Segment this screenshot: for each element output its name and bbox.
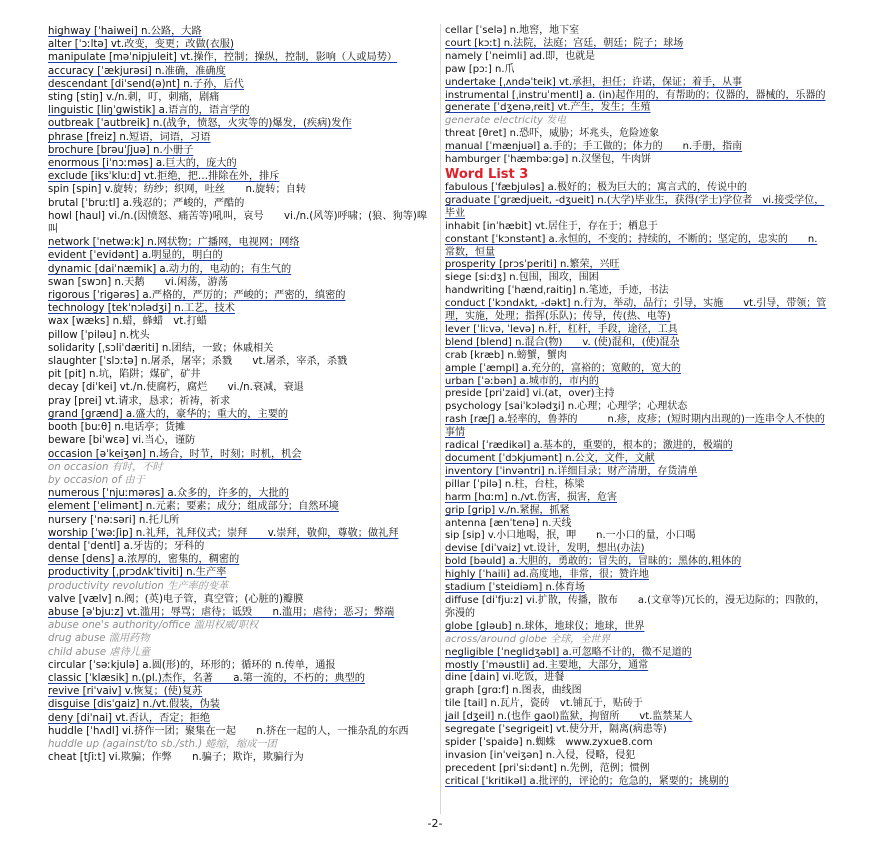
vocab-entry: conduct [ˈkɔndʌkt, -dəkt] n.行为，举动，品行；引导，实施 vt.引导，带领；管理，实施，处理；指挥(乐队)；传导，传(热、电等) — [445, 298, 827, 323]
vocab-entry: namely [ˈneimli] ad.即，也就是 — [445, 50, 596, 62]
vocab-entry: jail [dʒeil] n.(也作 gaol)监狱，拘留所 vt.监禁某人 — [445, 711, 693, 723]
vocab-entry: occasion [əˈkeiʒən] n.场合，时节，时刻；时机，机会 — [48, 448, 302, 460]
vocab-entry: spider [ˈspaidə] n.蜘蛛 www.zyxue8.com — [445, 736, 653, 748]
vocab-entry: linguistic [liŋˈgwistik] a.语言的，语言学的 — [48, 105, 250, 117]
left-column — [48, 25, 430, 764]
vocab-entry: mostly [ˈməustli] ad.主要地，大部分，通常 — [445, 659, 649, 671]
vocab-entry: tile [tail] n.瓦片，瓷砖 vt.铺瓦于，贴砖于 — [445, 698, 643, 710]
vocab-entry: segregate [ˈsegrigeit] vt.使分开，隔离(病患等) — [445, 724, 667, 736]
vocab-entry: abuse [əˈbjuːz] vt.滥用；辱骂；虐待；诋毁 n.滥用；虐待；恶习；弊端 — [48, 606, 395, 618]
word-list-heading: Word List 3 — [445, 166, 529, 182]
vocab-entry: document [ˈdɔkjumənt] n.公文，文件，文献 — [445, 453, 655, 464]
vocab-entry: deny [diˈnai] vt.否认，否定；拒绝 — [48, 712, 211, 724]
phrase-example: across/around globe 全球，全世界 — [445, 633, 611, 645]
vocab-entry: radical [ˈrædikəl] a.基本的，重要的，根本的；激进的，极端的 — [445, 440, 733, 452]
vocab-entry: pillow [ˈpiləu] n.枕头 — [48, 329, 150, 341]
vocab-entry: beware [biˈwεə] vi.当心，谨防 — [48, 435, 196, 447]
phrase-example: drug abuse 滥用药物 — [48, 633, 150, 645]
phrase-example: on occasion 有时，不时 — [48, 461, 163, 473]
vocab-entry: numerous [ˈnjuːmərəs] a.众多的，许多的，大批的 — [48, 488, 289, 500]
vocab-entry: howl [haul] vi./n.(因愤怒、痛苦等)吼叫，哀号 vi./n.(风等)呼啸；(狼、狗等)嗥叫 — [48, 210, 428, 236]
phrase-example: huddle up (against/to sb./sth.) 蜷缩，缩成一团 — [48, 738, 277, 750]
vocab-entry: network [ˈnetwəːk] n.网状物；广播网，电视网；网络 — [48, 237, 300, 249]
vocab-entry: cellar [ˈselə] n.地窖，地下室 — [445, 25, 580, 36]
vocab-entry: accuracy [ˈækjurəsi] n.准确，准确度 — [48, 65, 226, 77]
vocab-entry: court [kɔːt] n.法院，法庭；宫廷，朝廷；院子；球场 — [445, 37, 684, 49]
vocab-entry: wax [wæks] n.蜡，蜂蜡 vt.打蜡 — [48, 316, 207, 328]
vocab-entry: graduate [ˈgrædjueit, -dʒueit] n.(大学)毕业生，获得(学士)学位者 vi.接受学位，毕业 — [445, 194, 825, 219]
vocab-entry: grand [grænd] a.盛大的，豪华的；重大的，主要的 — [48, 408, 289, 420]
page-number: -2- — [427, 817, 443, 830]
vocab-entry: threat [θret] n.恐吓，威胁；坏兆头，危险迹象 — [445, 128, 660, 140]
vocab-entry: critical [ˈkritikəl] a.批评的，评论的；危急的，紧要的；挑剔的 — [445, 775, 729, 787]
vocab-entry: slaughter [ˈslɔːtə] n.屠杀，屠宰；杀戮 vt.屠杀，宰杀，杀戮 — [48, 356, 348, 368]
vocab-entry: nursery [ˈnəːsəri] n.托儿所 — [48, 514, 180, 526]
vocab-entry: generate [ˈdʒenəˌreit] vt.产生，发生；生殖 — [445, 102, 651, 114]
vocab-entry: blend [blend] n.混合(物) v. (使)混和，(使)混杂 — [445, 336, 680, 348]
vocab-entry: antenna [ænˈtenə] n.天线 — [445, 517, 572, 529]
vocab-entry: constant [ˈkɔnstənt] a.永恒的，不变的；持续的，不断的；坚定的，忠实的 n.常数，恒量 — [445, 233, 818, 258]
vocab-entry: undertake [ˌʌndəˈteik] vt.承担，担任；许诺，保证；着手，从事 — [445, 76, 742, 88]
vocab-entry: cheat [tʃiːt] vi.欺骗；作弊 n.骗子；欺诈，欺骗行为 — [48, 752, 304, 764]
vocab-entry: grip [grip] v./n.紧握，抓紧 — [445, 504, 570, 516]
vocab-entry: psychology [saiˈkɔlədʒi] n.心理；心理学；心理状态 — [445, 401, 688, 413]
vocab-entry: swan [swɔn] n.天鹅 vi.闲荡，游荡 — [48, 276, 228, 288]
vocab-entry: evident [ˈevidənt] a.明显的，明白的 — [48, 250, 223, 262]
vocab-entry: dense [dens] a.浓厚的，密集的，稠密的 — [48, 554, 240, 566]
vocab-entry: highly [ˈhaili] ad.高度地，非常，很；赞许地 — [445, 569, 649, 581]
vocab-entry: disguise [disˈgaiz] n./vt.假装，伪装 — [48, 699, 220, 711]
vocab-entry: harm [hɑːm] n./vt.伤害，损害，危害 — [445, 491, 618, 503]
phrase-example: child abuse 虐待儿童 — [48, 646, 151, 658]
vocab-entry: booth [buːθ] n.电话亭；货摊 — [48, 422, 186, 434]
phrase-example: productivity revolution 生产率的变革 — [48, 580, 229, 592]
vocab-entry: instrumental [ˌinstruˈmentl] a. (in)起作用的，有帮助的；仪器的，器械的，乐器的 — [445, 89, 826, 101]
vocab-entry: solidarity [ˌsɔliˈdæriti] n.团结，一致；休戚相关 — [48, 342, 274, 354]
vocab-entry: dine [dain] vi.吃饭，进餐 — [445, 672, 565, 684]
vocab-entry: revive [riˈvaiv] v.恢复；(使)复苏 — [48, 686, 203, 698]
vocab-entry: lever [ˈliːvə, ˈlevə] n.杆，杠杆，手段，途径，工具 — [445, 323, 678, 335]
vocab-entry: rash [ræʃ] a.轻率的，鲁莽的 n.疹，皮疹；(短时期内出现的)一连串令人不快的事情 — [445, 414, 825, 439]
vocab-entry: dental [ˈdentl] a.牙齿的；牙科的 — [48, 540, 205, 552]
vocab-entry: exclude [iksˈkluːd] vt.拒绝，把…排除在外，排斥 — [48, 171, 280, 183]
phrase-example: by occasion of 由于 — [48, 474, 145, 486]
vocab-entry: phrase [freiz] n.短语，词语，习语 — [48, 131, 211, 143]
vocab-entry: stadium [ˈsteidiəm] n.体育场 — [445, 582, 585, 594]
vocab-entry: outbreak [ˈautbreik] n.(战争，愤怒，火灾等的)爆发，(疾病)发作 — [48, 118, 352, 130]
vocab-entry: preside [priˈzaid] vi.(at，over)主持 — [445, 388, 615, 400]
vocab-entry: bold [bəuld] a.大胆的，勇敢的；冒失的，冒昧的；黑体的,粗体的 — [445, 556, 742, 568]
vocab-entry: precedent [priˈsiːdənt] n.先例，范例；惯例 — [445, 762, 650, 774]
vocab-entry: paw [pɔː] n.爪 — [445, 63, 515, 75]
vocab-entry: sip [sip] v.小口地喝，抿，呷 n.一小口的量，小口喝 — [445, 530, 696, 542]
vocab-entry: alter [ˈɔːltə] vt.改变，变更；改做(衣服) — [48, 39, 234, 51]
phrase-example: generate electricity 发电 — [445, 115, 567, 127]
vocab-entry: circular [ˈsəːkjulə] a.圆(形)的，环形的；循环的 n.传单，通报 — [48, 659, 336, 671]
vocab-entry: pillar [ˈpilə] n.柱，台柱，栋梁 — [445, 478, 585, 490]
vocab-entry: huddle [ˈhʌdl] vi.挤作一团；聚集在一起 n.挤在一起的人，一推杂乱的东西 — [48, 725, 409, 737]
phrase-example: abuse one's authority/office 滥用权威/职权 — [48, 620, 259, 632]
vocab-entry: spin [spin] v.旋转；纺纱；织网，吐丝 n.旋转；自转 — [48, 184, 307, 196]
vocab-entry: decay [diˈkei] vt./n.使腐朽，腐烂 vi./n.衰减，衰退 — [48, 382, 304, 394]
vocab-entry: manual [ˈmænjuəl] a.手的；手工做的；体力的 n.手册，指南 — [445, 141, 743, 153]
vocab-entry: highway [ˈhaiwei] n.公路，大路 — [48, 26, 202, 37]
vocab-entry: prosperity [prɔsˈperiti] n.繁荣，兴旺 — [445, 259, 620, 271]
vocab-entry: dynamic [daiˈnæmik] a.动力的，电动的；有生气的 — [48, 263, 292, 275]
column-divider — [440, 24, 441, 814]
vocab-entry: valve [vælv] n.阀；(英)电子管，真空管；(心脏的)瓣膜 — [48, 593, 304, 605]
right-column — [445, 25, 827, 789]
vocab-entry: diffuse [diˈfjuːz] vi.扩散，传播，散布 a.(文章等)冗长的，漫无边际的；四散的，弥漫的 — [445, 594, 825, 619]
vocab-entry: graph [grɑːf] n.图表，曲线图 — [445, 685, 582, 697]
vocab-entry: ample [ˈæmpl] a.充分的，富裕的；宽敞的，宽大的 — [445, 362, 682, 374]
vocab-entry: productivity [ˌprɔdʌkˈtiviti] n.生产率 — [48, 567, 227, 579]
vocab-entry: classic [ˈklæsik] n.(pl.)杰作，名著 a.第一流的，不朽的；典型的 — [48, 672, 365, 684]
vocab-entry: inhabit [inˈhæbit] vt.居住于，存在于；栖息于 — [445, 220, 658, 232]
vocab-entry: element [ˈelimənt] n.元素；要素；成分；组成部分；自然环境 — [48, 501, 339, 513]
vocab-entry: fabulous [ˈfæbjuləs] a.极好的；极为巨大的；寓言式的，传说中的 — [445, 181, 747, 193]
vocab-entry: urban [ˈəːbən] a.城市的，市内的 — [445, 375, 599, 387]
vocab-entry: hamburger [ˈhæmbəːgə] n.汉堡包，牛肉饼 — [445, 154, 652, 166]
vocab-entry: sting [stiŋ] v./n.刺，叮，刺痛，剧痛 — [48, 92, 220, 104]
vocab-entry: brutal [ˈbruːtl] a.残忍的；严峻的，严酷的 — [48, 197, 245, 209]
vocab-entry: siege [siːdʒ] n.包围，围攻，围困 — [445, 272, 599, 284]
vocab-entry: invasion [inˈveiʒən] n.入侵，侵略，侵犯 — [445, 749, 636, 761]
vocab-entry: crab [kræb] n.螃蟹，蟹肉 — [445, 349, 567, 361]
vocab-entry: descendant [diˈsend(ə)nt] n.子孙，后代 — [48, 78, 244, 90]
vocab-entry: negligible [ˈneglidʒəbl] a.可忽略不计的，微不足道的 — [445, 646, 692, 658]
vocab-entry: globe [gləub] n.球体，地球仪；地球，世界 — [445, 620, 645, 632]
vocab-entry: manipulate [məˈnipjuleit] vt.操作，控制；操纵，控制，影响（人或局势） — [48, 52, 398, 64]
vocab-entry: worship [ˈwəːʃip] n.礼拜，礼拜仪式；崇拜 v.崇拜，敬仰，尊敬；做礼拜 — [48, 527, 399, 539]
vocab-entry: handwriting [ˈhændˌraitiŋ] n.笔迹，手迹，书法 — [445, 285, 669, 297]
vocab-entry: technology [tekˈnɔlədʒi] n.工艺，技术 — [48, 303, 235, 315]
vocab-entry: enormous [iˈnɔːməs] a.巨大的，庞大的 — [48, 158, 237, 170]
vocab-entry: devise [diˈvaiz] vt.设计，发明，想出(办法) — [445, 543, 645, 555]
vocab-entry: inventory [ˈinvəntri] n.详细目录；财产清册，存货清单 — [445, 465, 698, 477]
vocab-entry: pray [prei] vt.请求，恳求；祈祷，祈求 — [48, 395, 231, 407]
vocab-entry: rigorous [ˈrigərəs] a.严格的，严厉的；严峻的；严密的，缜密的 — [48, 290, 346, 302]
vocab-entry: brochure [brəuˈʃjuə] n.小册子 — [48, 144, 194, 156]
vocab-entry: pit [pit] n.坑，陷阱；煤矿，矿井 — [48, 369, 201, 381]
